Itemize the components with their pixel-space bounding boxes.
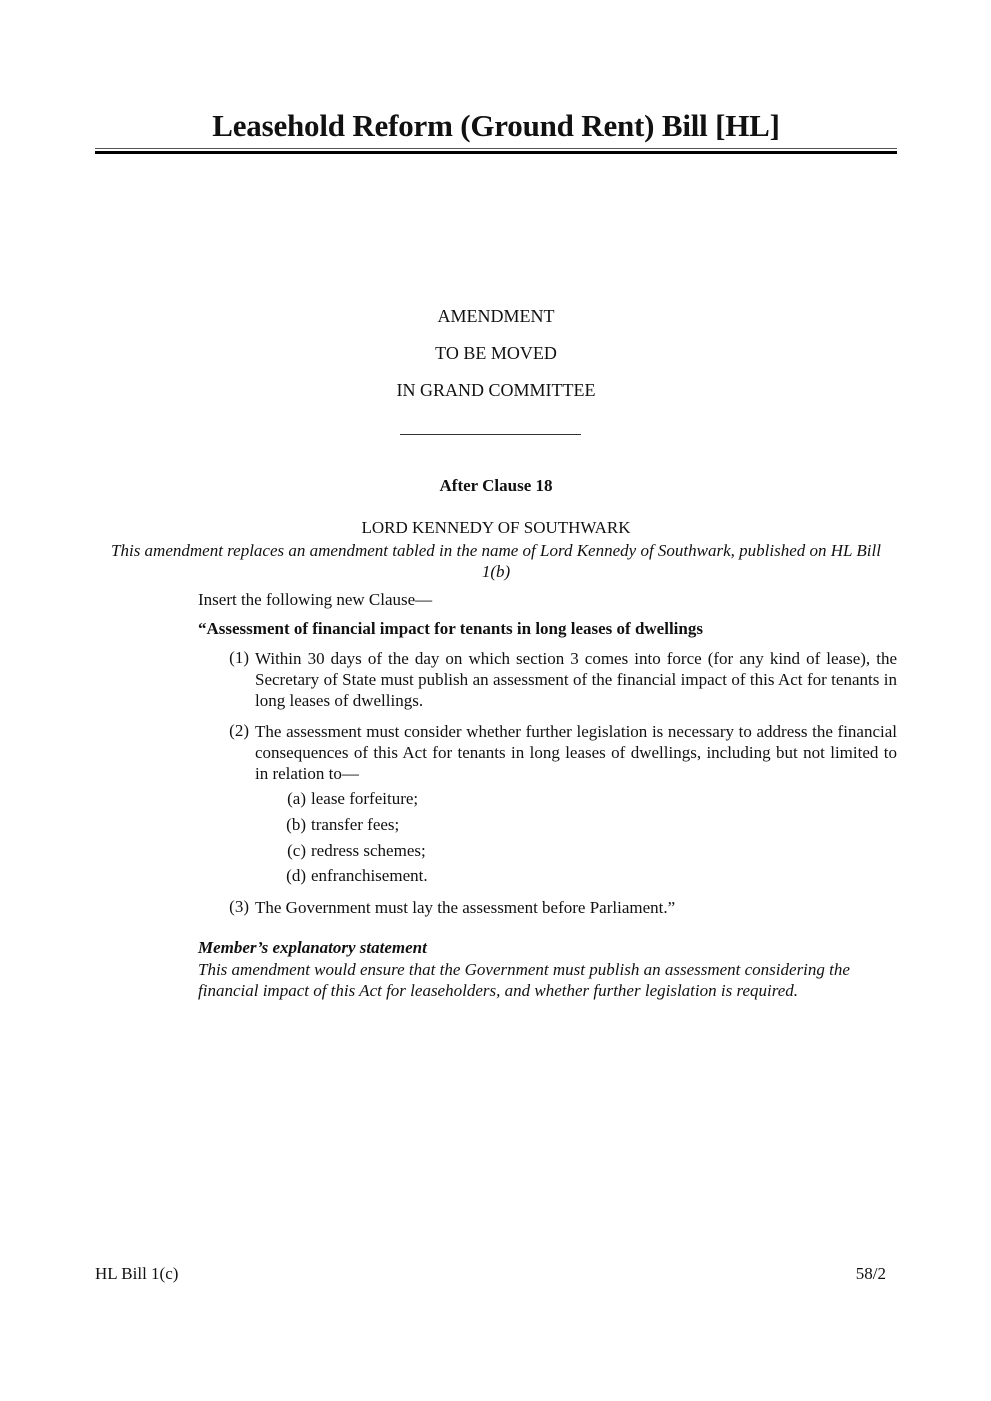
paragraph-text: lease forfeiture; <box>311 789 419 808</box>
paragraph-text: transfer fees; <box>311 815 400 834</box>
subsection-number: (2) <box>229 721 249 740</box>
paragraph-text: redress schemes; <box>311 841 426 860</box>
paragraph-number: (c) <box>287 841 306 860</box>
clause-position: After Clause 18 <box>439 476 553 495</box>
subsection-number: (1) <box>229 648 249 667</box>
explanatory-heading: Member’s explanatory statement <box>198 938 427 957</box>
section-divider <box>400 434 581 435</box>
paragraph-text: enfranchisement. <box>311 866 428 885</box>
footer-page-ref: 58/2 <box>855 1264 886 1283</box>
explanatory-text: This amendment would ensure that the Government must publish an assessment considering the financial impact of this Act for leaseholders, and whether further legislation is required. <box>198 960 850 1000</box>
new-clause-title: “Assessment of financial impact for tenants in long leases of dwellings <box>198 619 703 638</box>
subsection-text: The Government must lay the assessment before Parliament.” <box>255 898 676 917</box>
subsection-text: The assessment must consider whether further legislation is necessary to address the financial consequences of this Act for tenants in long leases of dwellings, including but not limited to in relation to— <box>255 722 897 783</box>
paragraph-number: (b) <box>286 815 306 834</box>
replacement-note: This amendment replaces an amendment tabled in the name of Lord Kennedy of Southwark, published on HL Bill 1(b) <box>111 541 881 581</box>
instruction: Insert the following new Clause— <box>198 590 433 609</box>
subsection-text: Within 30 days of the day on which section 3 comes into force (for any kind of lease), the Secretary of State must publish an assessment of the financial impact of this Act for tenants in long leases of dwellings. <box>255 649 897 710</box>
title-rule-thick <box>95 151 897 154</box>
paragraph-number: (d) <box>286 866 306 885</box>
heading-to-be-moved: TO BE MOVED <box>435 343 557 363</box>
footer-bill-ref: HL Bill 1(c) <box>95 1264 179 1283</box>
paragraph-number: (a) <box>287 789 306 808</box>
heading-amendment: AMENDMENT <box>437 306 555 326</box>
member-name: LORD KENNEDY OF SOUTHWARK <box>361 518 631 537</box>
title-rule-thin <box>95 148 897 149</box>
subsection-number: (3) <box>229 897 249 916</box>
heading-grand-committee: IN GRAND COMMITTEE <box>396 380 596 400</box>
document-title: Leasehold Reform (Ground Rent) Bill [HL] <box>212 108 780 143</box>
